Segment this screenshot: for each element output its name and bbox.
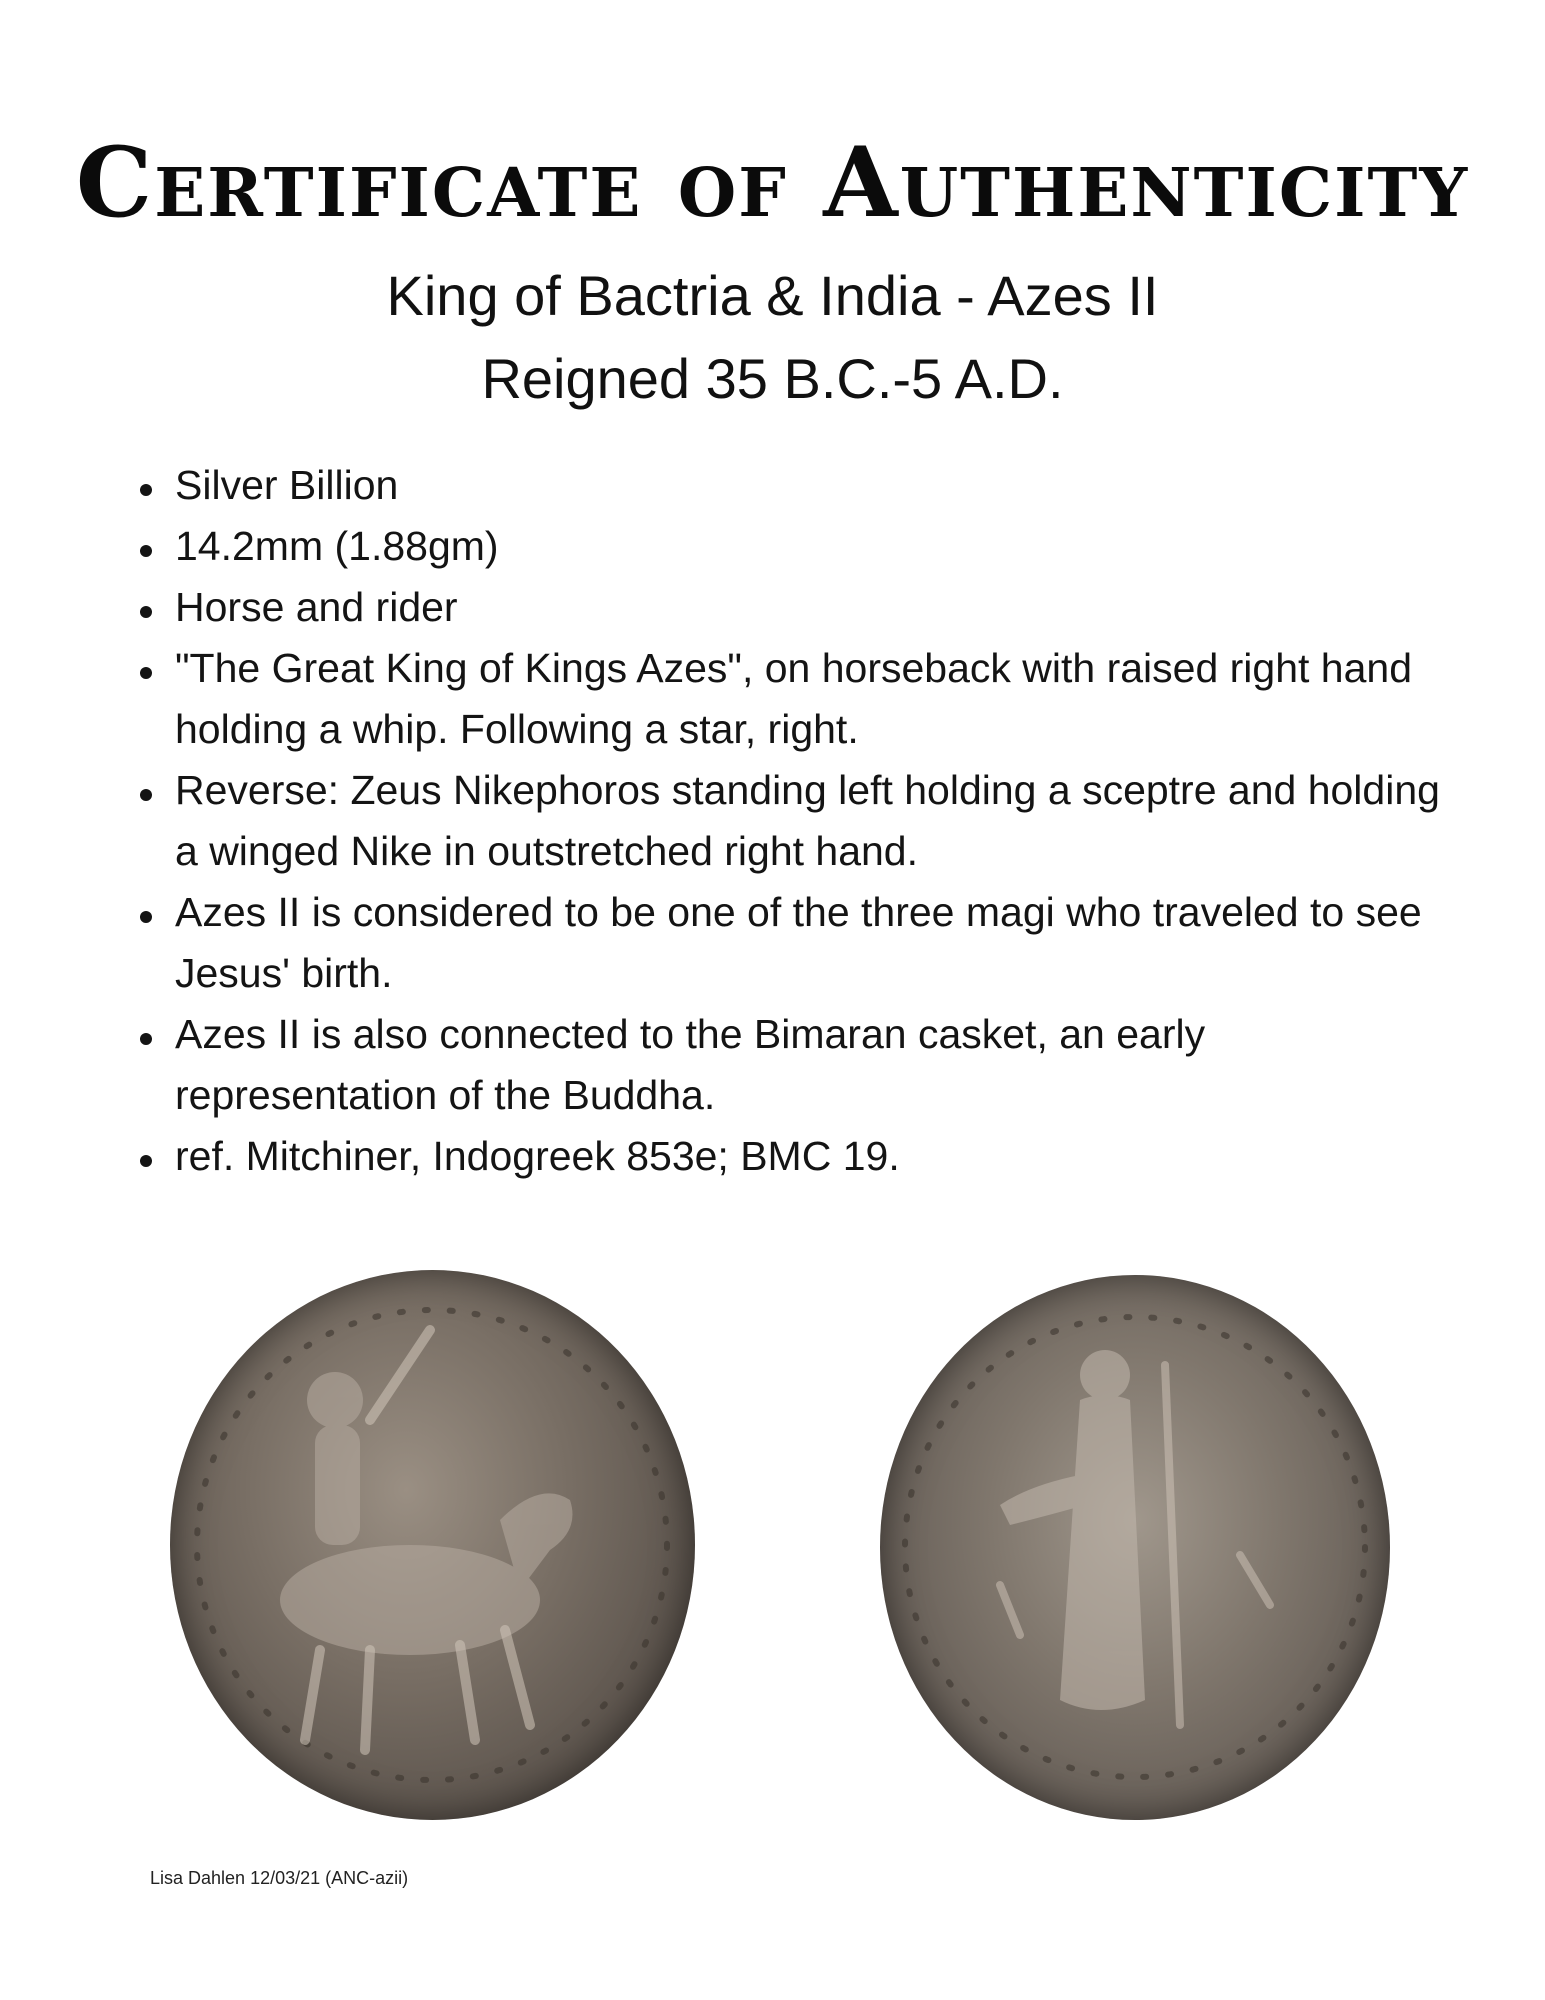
coin-reverse-photo <box>880 1275 1390 1820</box>
signature-date-note: Lisa Dahlen 12/03/21 (ANC-azii) <box>150 1868 409 1888</box>
coin-obverse-photo <box>170 1270 695 1820</box>
fact-item: ref. Mitchiner, Indogreek 853e; BMC 19. <box>175 1126 1465 1187</box>
fact-item: 14.2mm (1.88gm) <box>175 516 1465 577</box>
zeus-nikephoros-relief <box>880 1275 1390 1820</box>
fact-item: Horse and rider <box>175 577 1465 638</box>
fact-item: Reverse: Zeus Nikephoros standing left holding a sceptre and holding a winged Nike in outstretched right hand. <box>175 760 1465 882</box>
fact-item: Azes II is considered to be one of the three magi who traveled to see Jesus' birth. <box>175 882 1465 1004</box>
horse-and-rider-relief <box>170 1270 695 1820</box>
coin-facts-list <box>135 455 1465 1187</box>
fact-item: Azes II is also connected to the Bimaran casket, an early representation of the Buddha. <box>175 1004 1465 1126</box>
reign-dates-subtitle: Reigned 35 B.C.-5 A.D. <box>481 347 1064 410</box>
certificate-title: Certificate of Authenticity <box>75 126 1470 239</box>
coin-ruler-subtitle: King of Bactria & India - Azes II <box>386 264 1159 327</box>
fact-item: "The Great King of Kings Azes", on horseback with raised right hand holding a whip. Following a star, right. <box>175 638 1465 760</box>
fact-item: Silver Billion <box>175 455 1465 516</box>
